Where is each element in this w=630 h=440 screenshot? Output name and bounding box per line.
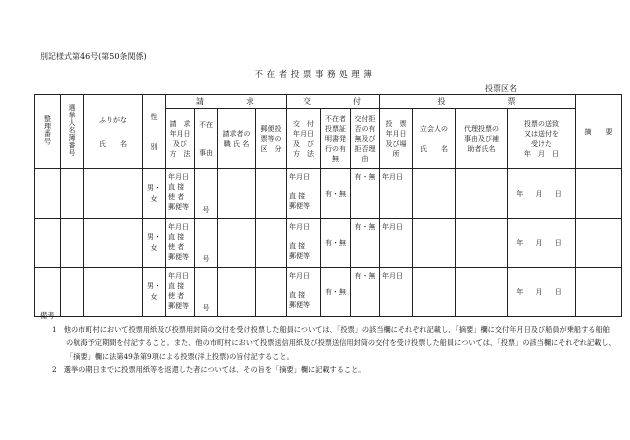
cell-sex[interactable]: 男・女 xyxy=(143,169,166,219)
register-table xyxy=(34,94,622,317)
header-group-request: 請 求 xyxy=(166,95,287,109)
cell-request[interactable]: 年月日 直 接 使 者 郵便等 xyxy=(166,268,195,317)
cell-vote-date[interactable]: 年月日 xyxy=(380,169,413,219)
issue-method-text: 直 接 郵便等 xyxy=(289,291,310,309)
cell-refusal[interactable]: 有・無 xyxy=(351,169,380,219)
cell-witness[interactable] xyxy=(413,219,456,268)
table-row xyxy=(35,219,622,268)
issue-date-text: 年月日 xyxy=(289,173,310,181)
district-label: 投票区名 xyxy=(485,84,517,93)
header-group-vote: 投 票 xyxy=(380,95,576,109)
cell-sent-date[interactable]: 年 月 日 xyxy=(508,219,576,268)
cell-name[interactable] xyxy=(84,169,143,219)
cell-sent-date[interactable]: 年 月 日 xyxy=(508,169,576,219)
cell-proxy[interactable] xyxy=(456,219,508,268)
cell-remarks[interactable] xyxy=(576,169,622,219)
page-title: 不在者投票事務処理簿 xyxy=(254,70,376,80)
cell-postal-class[interactable] xyxy=(256,169,287,219)
header-sex-top: 性 xyxy=(150,112,158,121)
cell-requester[interactable] xyxy=(218,219,256,268)
cell-remarks[interactable] xyxy=(576,219,622,268)
header-vote-date: 投 票 年月日 及び場 所 xyxy=(380,109,413,169)
header-proxy: 代理投票の 事由及び補 助者氏名 xyxy=(456,109,508,169)
cell-refusal[interactable]: 有・無 xyxy=(351,219,380,268)
cell-vote-date[interactable]: 年月日 xyxy=(380,219,413,268)
header-sex-bottom: 別 xyxy=(150,142,158,151)
form-label: 別記様式第46号(第50条関係) xyxy=(40,52,147,61)
cell-postal-class[interactable] xyxy=(256,219,287,268)
header-absence-cell xyxy=(195,109,218,169)
header-request-date: 請 求 年月日 及び 方 法 xyxy=(166,109,195,169)
issue-date-text: 年月日 xyxy=(289,223,310,231)
notes xyxy=(40,309,616,377)
cell-requester[interactable] xyxy=(218,169,256,219)
cell-issue[interactable] xyxy=(287,169,321,219)
header-remarks: 摘 要 xyxy=(576,95,622,169)
header-certificate: 不在者 投票証 明書発 行の有 無 xyxy=(321,109,351,169)
cell-sent-date[interactable]: 年 月 日 xyxy=(508,268,576,317)
cell-certificate[interactable]: 有・無 xyxy=(321,169,351,219)
note-item-2: 2 選挙の期日までに投票用紙等を返還した者については、その旨を「摘要」欄に記載すること。 xyxy=(52,365,366,374)
header-furigana: ふりがな xyxy=(99,115,127,124)
header-absence-bottom: 事由 xyxy=(199,148,213,157)
cell-serial[interactable] xyxy=(35,169,61,219)
header-refusal: 交付拒 否の有 無及び 拒否理 由 xyxy=(351,109,380,169)
header-serial: 整理番号 xyxy=(43,115,52,145)
header-absence-top: 不在 xyxy=(199,120,213,129)
cell-proxy[interactable] xyxy=(456,169,508,219)
cell-certificate[interactable]: 有・無 xyxy=(321,219,351,268)
header-sent: 投票の送致 又は送付を 受けた 年 月 日 xyxy=(508,109,576,169)
issue-method-text: 直 接 郵便等 xyxy=(289,192,310,210)
cell-certificate[interactable]: 有・無 xyxy=(321,268,351,317)
header-postal-class: 郵便投 票等の 区 分 xyxy=(256,109,287,169)
cell-voter-no[interactable] xyxy=(61,169,84,219)
cell-vote-date[interactable]: 年月日 xyxy=(380,268,413,317)
header-witness: 立会人の 氏 名 xyxy=(413,109,456,169)
header-name-cell xyxy=(84,95,143,169)
cell-serial[interactable] xyxy=(35,219,61,268)
cell-sex[interactable]: 男・女 xyxy=(143,268,166,317)
cell-absence[interactable]: 号 xyxy=(195,268,218,317)
issue-method-text: 直 接 郵便等 xyxy=(289,242,310,260)
table-row xyxy=(35,169,622,219)
cell-witness[interactable] xyxy=(413,169,456,219)
cell-refusal[interactable]: 有・無 xyxy=(351,268,380,317)
issue-date-text: 年月日 xyxy=(289,272,310,280)
cell-voter-no[interactable] xyxy=(61,219,84,268)
header-sex-cell xyxy=(143,95,166,169)
notes-heading: 備考 xyxy=(40,311,55,320)
header-requester: 請求者の 職 氏 名 xyxy=(218,109,256,169)
header-voter-no: 選挙人名簿番号 xyxy=(68,103,76,157)
cell-absence[interactable]: 号 xyxy=(195,169,218,219)
header-issue-date: 交 付 年月日 及 び 方 法 xyxy=(287,109,321,169)
note-item-1: 1 他の市町村において投票用紙及び投票用封筒の交付を受け投票した船員については、「投票」の該当欄にそれぞれ記載し、「摘要」欄に交付年月日及び船員が乗船する船舶の航海予定期間を付記すること。また、他の市町村において投票送信用紙及び投票送信用封筒の交付を受け投票した船員については、「投票」の該当欄にそれぞれ記載し、「摘要」欄に法第49条第9項による投票(洋上投票)の旨付記すること。 xyxy=(52,324,616,361)
cell-name[interactable] xyxy=(84,219,143,268)
cell-sex[interactable]: 男・女 xyxy=(143,219,166,268)
cell-request[interactable]: 年月日 直 接 使 者 郵便等 xyxy=(166,219,195,268)
header-group-issue: 交 付 xyxy=(287,95,380,109)
cell-issue[interactable] xyxy=(287,219,321,268)
cell-absence[interactable]: 号 xyxy=(195,219,218,268)
header-name: 氏 名 xyxy=(99,139,127,148)
cell-request[interactable]: 年月日 直 接 使 者 郵便等 xyxy=(166,169,195,219)
